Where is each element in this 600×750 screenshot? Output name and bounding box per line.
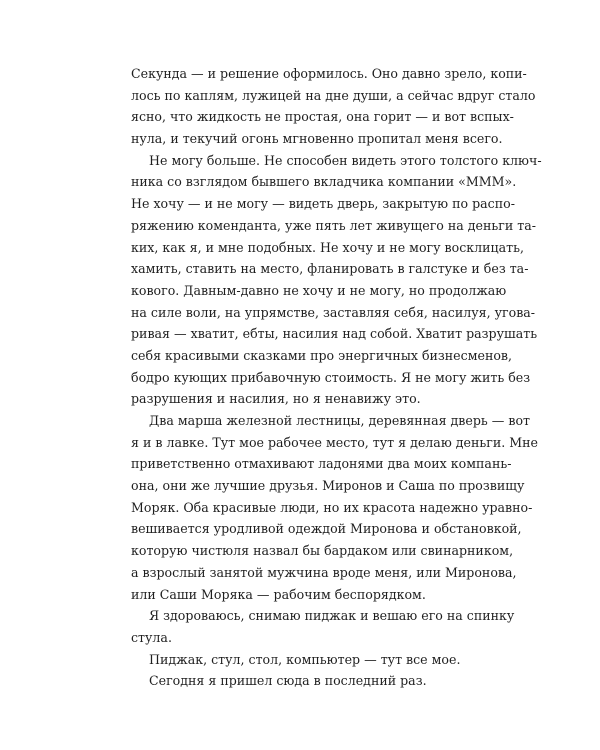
text-line: Пиджак, стул, стол, компьютер — тут все мое. xyxy=(149,651,461,667)
paragraph-3 xyxy=(131,410,538,605)
text-line: Не могу больше. Не способен видеть этого толстого ключ- xyxy=(149,152,542,168)
text-line: нула, и текучий огонь мгновенно пропитал меня всего. xyxy=(131,131,503,147)
text-line: вешивается уродливой одеждой Миронова и обстановкой, xyxy=(131,521,522,537)
text-line: а взрослый занятой мужчина вроде меня, или Миронова, xyxy=(131,564,517,580)
text-line: Секунда — и решение оформилось. Оно давно зрело, копи- xyxy=(131,66,527,81)
text-line: лось по каплям, лужицей на дне души, а сейчас вдруг стало xyxy=(131,87,536,103)
text-line: ких, как я, и мне подобных. Не хочу и не могу восклицать, xyxy=(131,239,524,255)
text-line: она, они же лучшие друзья. Миронов и Саша по прозвищу xyxy=(131,478,525,494)
text-line: ясно, что жидкость не простая, она горит — и вот вспых- xyxy=(131,109,514,125)
paragraph-2 xyxy=(131,150,542,410)
body-text xyxy=(131,63,542,692)
text-line: Два марша железной лестницы, деревянная дверь — вот xyxy=(149,413,531,428)
text-line: или Саши Моряка — рабочим беспорядком. xyxy=(131,586,426,602)
text-line: разрушения и насилия, но я ненавижу это. xyxy=(131,391,421,407)
text-line: на силе воли, на упрямстве, заставляя себя, насилуя, угова- xyxy=(131,304,536,320)
paragraph-5 xyxy=(131,649,485,671)
text-line: стула. xyxy=(131,629,172,645)
paragraph-6 xyxy=(131,670,485,692)
text-line: себя красивыми сказками про энергичных бизнесменов, xyxy=(131,347,513,363)
text-line: кового. Давным-давно не хочу и не могу, но продолжаю xyxy=(131,282,507,298)
text-line: я и в лавке. Тут мое рабочее место, тут я делаю деньги. Мне xyxy=(131,434,538,450)
paragraph-1 xyxy=(131,63,536,150)
paragraph-4 xyxy=(131,605,515,648)
text-line: бодро кующих прибавочную стоимость. Я не могу жить без xyxy=(131,369,531,385)
text-line: Моряк. Оба красивые люди, но их красота надежно уравно- xyxy=(131,499,533,515)
text-line: Сегодня я пришел сюда в последний раз. xyxy=(149,673,427,689)
text-line: которую чистюля назвал бы бардаком или свинарником, xyxy=(131,543,514,559)
text-line: ника со взглядом бывшего вкладчика компании «МММ». xyxy=(131,174,517,190)
text-line: хамить, ставить на место, фланировать в галстуке и без та- xyxy=(131,261,529,277)
text-line: Я здороваюсь, снимаю пиджак и вешаю его на спинку xyxy=(149,608,515,624)
text-line: ряжению коменданта, уже пять лет живущего на деньги та- xyxy=(131,217,536,233)
text-line: приветственно отмахивают ладонями два моих компань- xyxy=(131,456,512,472)
text-line: Не хочу — и не могу — видеть дверь, закрытую по распо- xyxy=(131,196,515,212)
text-line: ривая — хватит, ебты, насилия над собой. Хватит разрушать xyxy=(131,326,538,342)
